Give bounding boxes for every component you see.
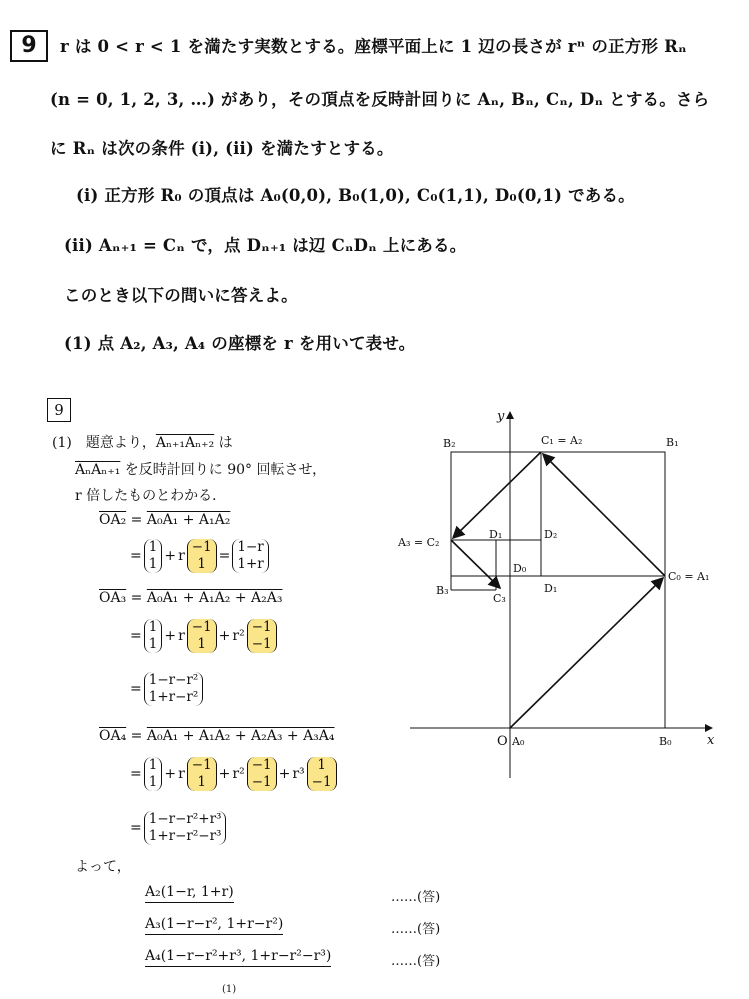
label-a0: A₀ bbox=[512, 735, 525, 748]
answer-a4: A₄(1−r−r²+r³, 1+r−r²−r³) bbox=[145, 948, 331, 967]
vec-entry: 1 bbox=[148, 556, 158, 572]
label-b1: B₁ bbox=[666, 436, 679, 449]
label-c3: C₃ bbox=[493, 592, 506, 605]
oa3-lhs: OA₃ bbox=[99, 590, 127, 606]
oa4-result-line bbox=[130, 811, 226, 845]
vec-entry: 1−r−r² bbox=[148, 672, 199, 688]
intro-text-a: (1) 題意より， bbox=[52, 435, 156, 451]
vector-1-1 bbox=[144, 757, 163, 791]
label-b0: B₀ bbox=[659, 735, 672, 748]
answer-a2: A₂(1−r, 1+r) bbox=[145, 884, 234, 903]
problem-line-1: r は 0 < r < 1 を満たす実数とする。座標平面上に 1 辺の長さが rⁿ の正方形 Rₙ bbox=[60, 37, 687, 56]
problem-line-2: (n = 0, 1, 2, 3, …) があり，その頂点を反時計回りに Aₙ, Bₙ, Cₙ, Dₙ とする。さら bbox=[50, 90, 710, 109]
coef-r2: r² bbox=[232, 628, 245, 644]
vector-m1-1 bbox=[187, 619, 217, 653]
oa3-rhs: A₀A₁ + A₁A₂ + A₂A₃ bbox=[146, 590, 283, 606]
oa2-expansion bbox=[130, 539, 269, 573]
label-d0: D₀ bbox=[513, 562, 527, 575]
vec-entry: 1 bbox=[197, 556, 207, 572]
therefore-text: よって， bbox=[75, 859, 131, 875]
vec-entry: 1+r bbox=[237, 556, 264, 572]
answer-mark-3: ……(答) bbox=[391, 954, 441, 969]
origin-label: O bbox=[497, 734, 508, 749]
solution-intro-1 bbox=[52, 432, 233, 452]
x-axis-label: x bbox=[707, 733, 715, 748]
equals-sign: = bbox=[130, 512, 143, 528]
intro-text-b: は bbox=[214, 435, 233, 451]
vector-m1-1 bbox=[187, 757, 217, 791]
label-d2: D₂ bbox=[544, 528, 558, 541]
equals-sign: = bbox=[130, 590, 143, 606]
intro-vector-2: AₙAₙ₊₁ bbox=[75, 462, 121, 478]
vec-entry: 1 bbox=[197, 636, 207, 652]
vector-m1-m1 bbox=[247, 757, 277, 791]
y-axis-label: y bbox=[497, 409, 505, 424]
solution-number: 9 bbox=[54, 401, 64, 419]
problem-number: 9 bbox=[21, 33, 37, 58]
oa3-expansion bbox=[130, 619, 277, 653]
square-spiral-figure bbox=[395, 405, 735, 785]
vec-entry: 1 bbox=[197, 774, 207, 790]
equals-sign: = bbox=[130, 766, 142, 782]
solution-intro-2 bbox=[75, 459, 326, 479]
answer-a3: A₃(1−r−r², 1+r−r²) bbox=[145, 916, 283, 935]
plus-sign: + bbox=[278, 766, 291, 782]
result-oa4 bbox=[144, 811, 227, 845]
vec-entry: −1 bbox=[251, 636, 272, 652]
vec-entry: −1 bbox=[191, 757, 212, 773]
label-d1-inner: D₁ bbox=[489, 528, 503, 541]
equals-sign: = bbox=[130, 628, 142, 644]
intro-vector-1: Aₙ₊₁Aₙ₊₂ bbox=[155, 435, 215, 451]
result-oa3 bbox=[144, 672, 204, 706]
vector-1-1 bbox=[144, 619, 163, 653]
problem-instruction: このとき以下の問いに答えよ。 bbox=[64, 286, 298, 305]
vec-entry: 1−r−r²+r³ bbox=[148, 811, 222, 827]
vector-m1-m1 bbox=[247, 619, 277, 653]
label-c1-a2: C₁ = A₂ bbox=[541, 434, 583, 447]
question-1: (1) 点 A₂, A₃, A₄ の座標を r を用いて表せ。 bbox=[64, 334, 416, 353]
condition-1: (i) 正方形 R₀ の頂点は A₀(0,0), B₀(1,0), C₀(1,1), D₀(0,1) である。 bbox=[76, 186, 635, 205]
oa4-expansion bbox=[130, 757, 337, 791]
problem-line-3: に Rₙ は次の条件 (i), (ii) を満たすとする。 bbox=[50, 139, 394, 158]
oa2-line bbox=[99, 512, 230, 528]
plus-sign: + bbox=[164, 766, 177, 782]
coef-r: r bbox=[178, 548, 185, 564]
vector-m1-1 bbox=[187, 539, 217, 573]
vec-entry: −1 bbox=[251, 774, 272, 790]
label-d1: D₁ bbox=[544, 582, 558, 595]
solution-intro-3: r 倍したものとわかる． bbox=[75, 488, 227, 504]
equals-sign: = bbox=[130, 820, 142, 836]
plus-sign: + bbox=[164, 628, 177, 644]
vec-entry: −1 bbox=[311, 774, 332, 790]
label-b3: B₃ bbox=[436, 584, 449, 597]
coef-r: r bbox=[178, 628, 185, 644]
problem-number-box bbox=[10, 30, 48, 62]
arrow-a3-a4 bbox=[451, 540, 500, 588]
equals-sign: = bbox=[218, 548, 231, 564]
oa3-result-line bbox=[130, 672, 203, 706]
vec-entry: 1 bbox=[148, 539, 158, 555]
oa4-lhs: OA₄ bbox=[99, 728, 127, 744]
intro2-text: を反時計回りに 90° 回転させ， bbox=[120, 462, 327, 478]
coef-r: r bbox=[178, 766, 185, 782]
vector-1-m1 bbox=[307, 757, 337, 791]
footer-label: (1) bbox=[222, 984, 237, 995]
oa2-rhs: A₀A₁ + A₁A₂ bbox=[146, 512, 231, 528]
vec-entry: 1 bbox=[317, 757, 326, 773]
oa3-line bbox=[99, 590, 282, 606]
vec-entry: 1 bbox=[148, 774, 158, 790]
label-a3-c2: A₃ = C₂ bbox=[398, 536, 440, 549]
plus-sign: + bbox=[218, 628, 231, 644]
answer-mark-2: ……(答) bbox=[391, 922, 441, 937]
oa2-lhs: OA₂ bbox=[99, 512, 127, 528]
vec-entry: 1−r bbox=[237, 539, 264, 555]
arrow-a0-a1 bbox=[510, 578, 663, 728]
square-r1-outline bbox=[451, 452, 665, 576]
label-b2: B₂ bbox=[443, 437, 456, 450]
plus-sign: + bbox=[218, 766, 231, 782]
vector-1-1 bbox=[144, 539, 163, 573]
vec-entry: −1 bbox=[251, 757, 272, 773]
vec-entry: −1 bbox=[191, 619, 212, 635]
vec-entry: 1+r−r² bbox=[148, 689, 199, 705]
coef-r2: r² bbox=[232, 766, 245, 782]
equals-sign: = bbox=[130, 548, 142, 564]
oa4-rhs: A₀A₁ + A₁A₂ + A₂A₃ + A₃A₄ bbox=[146, 728, 335, 744]
arrow-a2-a3 bbox=[453, 452, 541, 538]
equals-sign: = bbox=[130, 728, 143, 744]
vec-entry: 1 bbox=[148, 636, 158, 652]
vec-entry: −1 bbox=[191, 539, 212, 555]
vec-entry: 1 bbox=[148, 757, 158, 773]
oa4-line bbox=[99, 728, 335, 744]
equals-sign: = bbox=[130, 681, 142, 697]
arrow-a1-a2 bbox=[543, 454, 665, 576]
condition-2: (ii) Aₙ₊₁ = Cₙ で，点 Dₙ₊₁ は辺 CₙDₙ 上にある。 bbox=[64, 236, 467, 255]
plus-sign: + bbox=[164, 548, 177, 564]
vec-entry: 1+r−r²−r³ bbox=[148, 828, 222, 844]
answer-mark-1: ……(答) bbox=[391, 890, 441, 905]
coef-r3: r³ bbox=[292, 766, 305, 782]
label-c0-a1: C₀ = A₁ bbox=[668, 570, 710, 583]
solution-number-box bbox=[47, 398, 71, 422]
result-oa2 bbox=[232, 539, 268, 573]
vec-entry: 1 bbox=[148, 619, 158, 635]
vec-entry: −1 bbox=[251, 619, 272, 635]
